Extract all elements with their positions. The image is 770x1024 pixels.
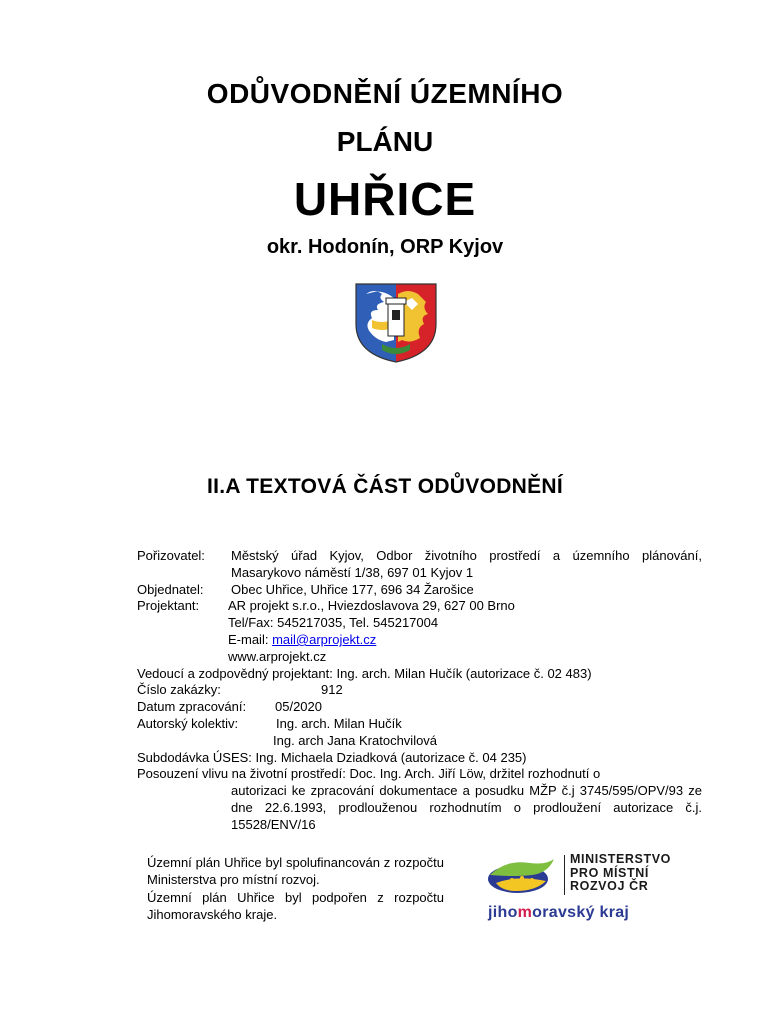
autorsky-row xyxy=(137,716,702,733)
autor-2: Ing. arch Jana Kratochvilová xyxy=(273,732,438,748)
mmr-divider xyxy=(564,855,565,895)
municipality-name: UHŘICE xyxy=(293,173,477,225)
objednatel-value: Obec Uhřice, Uhřice 177, 696 34 Žarošice xyxy=(231,581,474,597)
cislo-value: 912 xyxy=(321,682,343,698)
posouzeni-line: Posouzení vlivu na životní prostředí: Doc. Ing. Arch. Jiří Löw, držitel rozhodnutí o xyxy=(137,766,601,782)
jmk-logo xyxy=(488,904,629,922)
datum-label: Datum zpracování: xyxy=(137,699,247,715)
projektant-row xyxy=(137,598,702,615)
title-line-1: ODŮVODNĚNÍ ÚZEMNÍHO xyxy=(206,78,564,109)
funding-note xyxy=(147,855,444,925)
projektant-value: AR projekt s.r.o., Hviezdoslavova 29, 627 00 Brno xyxy=(228,598,515,614)
porizovatel-label: Pořizovatel: xyxy=(137,548,205,563)
autor-1: Ing. arch. Milan Hučík xyxy=(276,715,402,731)
datum-value: 05/2020 xyxy=(275,699,322,715)
vedouci-line: Vedoucí a zodpovědný projektant: Ing. arch. Milan Hučík (autorizace č. 02 483) xyxy=(137,665,592,681)
mmr-line-3: ROZVOJ ČR xyxy=(570,879,649,893)
jmk-logo-part-3: oravský kraj xyxy=(532,904,630,921)
mmr-line-1: MINISTERSTVO xyxy=(570,852,671,866)
funding-jmk-text: Územní plán Uhřice byl podpořen z rozpočtu Jihomoravského kraje. xyxy=(147,890,444,922)
mmr-line-2: PRO MÍSTNÍ xyxy=(570,865,649,880)
email-prefix: E-mail: xyxy=(228,631,273,647)
porizovatel-row xyxy=(137,548,702,582)
jmk-logo-part-1: jiho xyxy=(488,904,518,921)
funding-mmr-text: Územní plán Uhřice byl spolufinancován z rozpočtu Ministerstva pro místní rozvoj. xyxy=(147,855,444,887)
cislo-row xyxy=(137,682,702,699)
section-heading: II.A TEXTOVÁ ČÁST ODŮVODNĚNÍ xyxy=(206,475,564,498)
objednatel-label: Objednatel: xyxy=(137,581,204,597)
subdodavka-line: Subdodávka ÚSES: Ing. Michaela Dziadková (autorizace č. 04 235) xyxy=(137,749,527,765)
title-line-2: PLÁNU xyxy=(336,126,434,157)
jmk-logo-part-2: m xyxy=(517,904,533,921)
email-link[interactable]: mail@arprojekt.cz xyxy=(272,631,377,647)
mmr-emblem-icon xyxy=(486,853,558,898)
projektant-web: www.arprojekt.cz xyxy=(228,648,327,664)
coat-of-arms-icon xyxy=(352,280,440,364)
cislo-label: Číslo zakázky: xyxy=(137,682,221,698)
projektant-tel: Tel/Fax: 545217035, Tel. 545217004 xyxy=(228,615,439,631)
porizovatel-value: Městský úřad Kyjov, Odbor životního prostředí a územního plánování, Masarykovo náměstí 1/38, 697 01 Kyjov 1 xyxy=(231,548,702,580)
datum-row xyxy=(137,699,702,716)
objednatel-row xyxy=(137,582,702,599)
posouzeni-continuation: autorizaci ke zpracování dokumentace a posudku MŽP č.j 3745/595/OPV/93 ze dne 22.6.1993, prodlouženou rozhodnutím o prodloužení autorizace č.j. 15528/ENV/16 xyxy=(231,783,702,832)
projektant-email-line xyxy=(228,632,702,649)
location-subtitle: okr. Hodonín, ORP Kyjov xyxy=(266,236,504,258)
mmr-name xyxy=(570,853,671,894)
autorsky-label: Autorský kolektiv: xyxy=(137,715,239,731)
projektant-label: Projektant: xyxy=(137,598,200,614)
document-info-block xyxy=(137,548,702,834)
mmr-logo xyxy=(486,853,676,898)
